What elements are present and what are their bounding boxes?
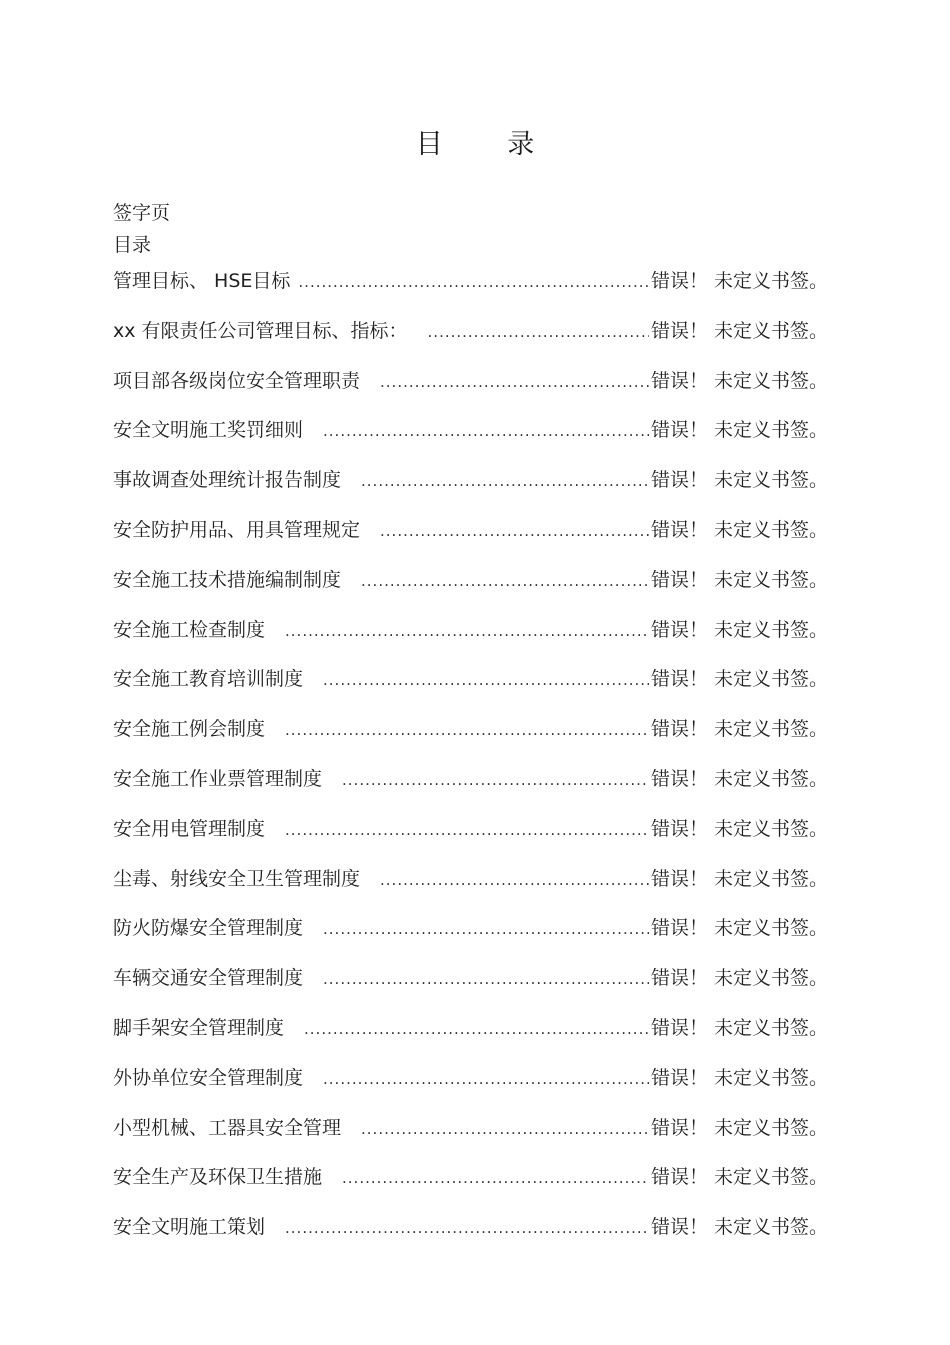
dot-leader: [380, 863, 649, 897]
toc-entry-label: 安全施工例会制度: [113, 713, 271, 745]
page-title: 目 录: [415, 129, 563, 160]
dot-leader: [285, 614, 649, 648]
dot-leader: [380, 514, 649, 548]
toc-entry-label: 安全施工检查制度: [113, 614, 271, 646]
toc-row[interactable]: [113, 1161, 833, 1211]
dot-leader: [428, 315, 649, 349]
dot-leader: [380, 365, 649, 399]
toc-entry-page-ref: 错误！ 未定义书签。: [651, 419, 829, 442]
toc-entry-page-ref: 错误！ 未定义书签。: [651, 967, 829, 990]
toc-row[interactable]: [113, 1012, 833, 1062]
dot-leader: [342, 1161, 649, 1195]
toc-row[interactable]: [113, 265, 833, 315]
dot-leader: [323, 663, 649, 697]
toc-row[interactable]: [113, 1062, 833, 1112]
dot-leader: [323, 962, 649, 996]
toc-entry-page-ref: 错误！ 未定义书签。: [651, 718, 829, 741]
toc-entry-page-ref: 错误！ 未定义书签。: [651, 568, 829, 591]
dot-leader: [304, 1012, 649, 1046]
toc-entry-label: 安全防护用品、用具管理规定: [113, 514, 366, 546]
dot-leader: [285, 1211, 649, 1245]
toc-entry-label: 项目部各级岗位安全管理职责: [113, 365, 366, 397]
toc-row[interactable]: [113, 1211, 833, 1261]
toc-row[interactable]: [113, 1112, 833, 1162]
dot-leader: [285, 813, 649, 847]
toc-row[interactable]: [113, 514, 833, 564]
toc-row[interactable]: [113, 365, 833, 415]
dot-leader: [323, 1062, 649, 1096]
toc-entry-label: 尘毒、射线安全卫生管理制度: [113, 863, 366, 895]
toc-entry-label: 安全施工教育培训制度: [113, 663, 309, 695]
toc-row[interactable]: [113, 614, 833, 664]
toc-row[interactable]: [113, 912, 833, 962]
toc-entry-label: 防火防爆安全管理制度: [113, 912, 309, 944]
toc-entry-page-ref: 错误！ 未定义书签。: [651, 270, 829, 292]
toc-entry-signature-page[interactable]: 签字页: [113, 202, 171, 224]
front-matter-list: [113, 197, 170, 261]
toc-entry-label: 管理目标、 HSE目标: [113, 265, 296, 297]
dot-leader: [323, 414, 649, 448]
dot-leader: [361, 564, 649, 598]
toc-entry-page-ref: 错误！ 未定义书签。: [651, 1066, 829, 1089]
toc-entry-page-ref: 错误！ 未定义书签。: [651, 369, 829, 392]
toc-row[interactable]: [113, 464, 833, 514]
toc-entry-page-ref: 错误！ 未定义书签。: [651, 817, 829, 840]
toc-row[interactable]: [113, 962, 833, 1012]
toc-entry-page-ref: 错误！ 未定义书签。: [651, 469, 829, 492]
toc-row[interactable]: [113, 713, 833, 763]
toc-entry-label: 事故调查处理统计报告制度: [113, 464, 347, 496]
toc-entry-label: 安全用电管理制度: [113, 813, 271, 845]
toc-entry-contents[interactable]: 目录: [113, 234, 152, 256]
toc-entry-page-ref: 错误！ 未定义书签。: [651, 1166, 829, 1189]
toc-entry-label: 脚手架安全管理制度: [113, 1012, 290, 1044]
toc-entry-page-ref: 错误！ 未定义书签。: [651, 618, 829, 641]
dot-leader: [361, 464, 649, 498]
toc-entry-label: 安全生产及环保卫生措施: [113, 1161, 328, 1193]
toc-entry-page-ref: 错误！ 未定义书签。: [651, 319, 829, 342]
toc-row[interactable]: [113, 414, 833, 464]
toc-entry-label: 安全施工技术措施编制制度: [113, 564, 347, 596]
toc-row[interactable]: [113, 315, 833, 365]
toc-entry-label: 车辆交通安全管理制度: [113, 962, 309, 994]
toc-row[interactable]: [113, 863, 833, 913]
toc-entry-page-ref: 错误！ 未定义书签。: [651, 917, 829, 940]
dot-leader: [361, 1112, 649, 1146]
table-of-contents: [113, 265, 833, 1261]
toc-entry-page-ref: 错误！ 未定义书签。: [651, 1116, 829, 1139]
toc-entry-label: 小型机械、工器具安全管理: [113, 1112, 347, 1144]
toc-row[interactable]: [113, 763, 833, 813]
toc-row[interactable]: [113, 813, 833, 863]
toc-entry-page-ref: 错误！ 未定义书签。: [651, 767, 829, 790]
toc-entry-page-ref: 错误！ 未定义书签。: [651, 1216, 829, 1239]
toc-row[interactable]: [113, 564, 833, 614]
toc-entry-page-ref: 错误！ 未定义书签。: [651, 1016, 829, 1039]
toc-entry-page-ref: 错误！ 未定义书签。: [651, 668, 829, 691]
dot-leader: [342, 763, 649, 797]
dot-leader: [285, 713, 649, 747]
toc-entry-page-ref: 错误！ 未定义书签。: [651, 518, 829, 541]
toc-entry-label: 安全施工作业票管理制度: [113, 763, 328, 795]
toc-entry-page-ref: 错误！ 未定义书签。: [651, 867, 829, 890]
toc-entry-label: xx 有限责任公司管理目标、指标：: [113, 315, 414, 347]
toc-entry-label: 安全文明施工奖罚细则: [113, 414, 309, 446]
dot-leader: [298, 265, 649, 299]
toc-entry-label: 外协单位安全管理制度: [113, 1062, 309, 1094]
dot-leader: [323, 912, 649, 946]
toc-entry-label: 安全文明施工策划: [113, 1211, 271, 1243]
toc-row[interactable]: [113, 663, 833, 713]
